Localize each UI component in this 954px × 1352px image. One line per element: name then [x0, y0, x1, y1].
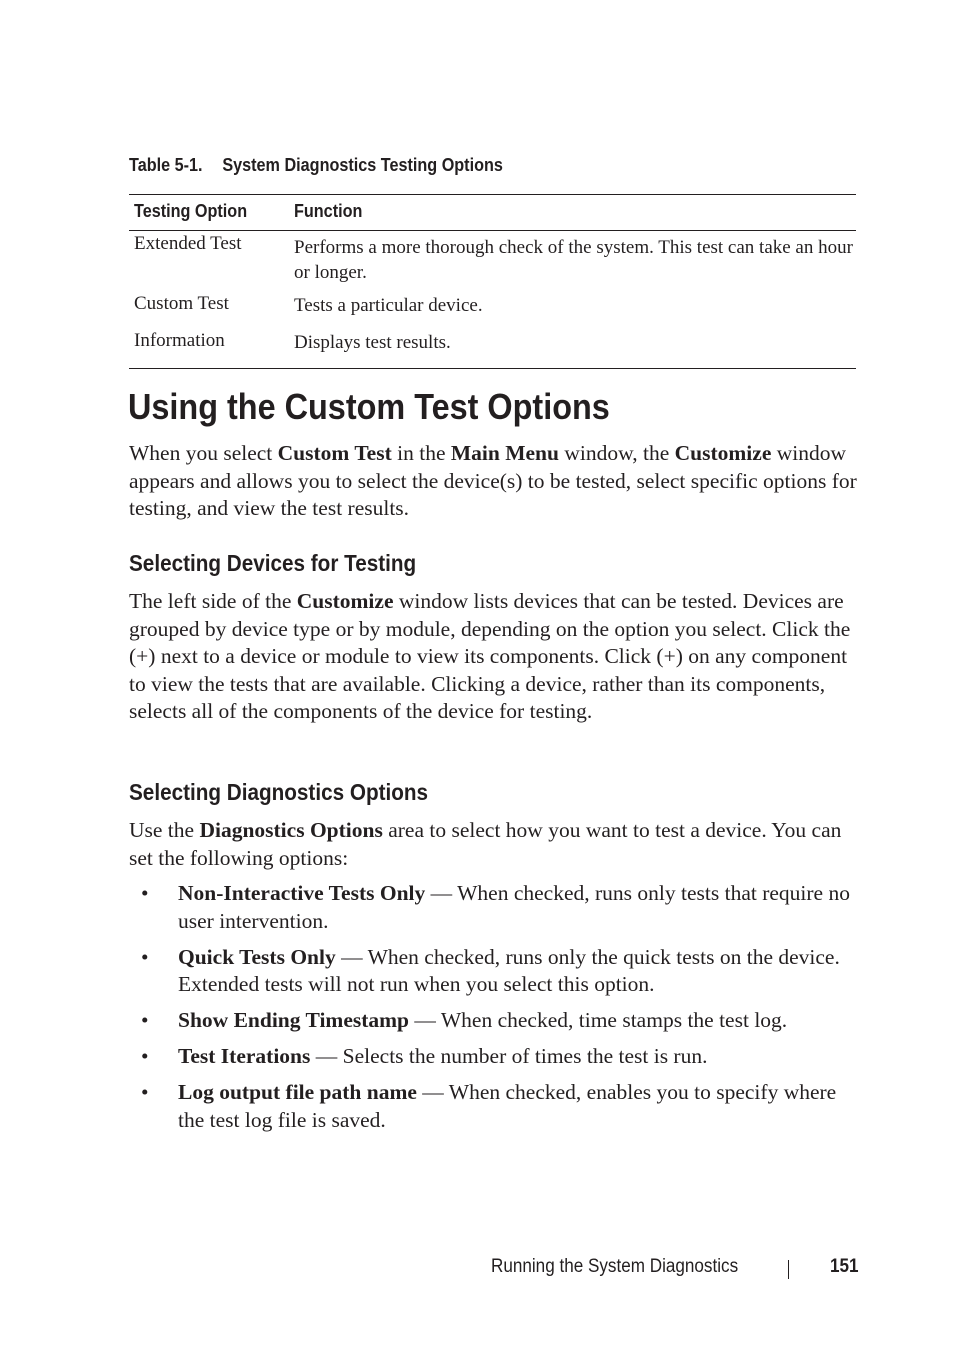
intro-text: window appears and allows you to select the device(s) to be tested, select specific options for testing, and view the test results.	[129, 441, 857, 520]
list-item	[129, 880, 859, 935]
diagnostics-bold-options: Diagnostics Options	[199, 818, 383, 842]
bullet-term: Test Iterations	[178, 1044, 311, 1068]
bullet-term: Quick Tests Only	[178, 944, 336, 969]
bullet-term: Log output file path name	[178, 1080, 417, 1104]
table-row	[129, 231, 856, 292]
footer-divider	[788, 1260, 789, 1279]
bullet-glyph: •	[141, 944, 149, 969]
bullet-desc: — When checked, runs only tests that require no user intervention.	[178, 881, 850, 933]
intro-bold-custom-test: Custom Test	[277, 441, 392, 465]
bullet-glyph: •	[141, 881, 149, 905]
table-caption-title: System Diagnostics Testing Options	[222, 155, 503, 175]
devices-text: window lists devices that can be tested. Devices are grouped by device type or by module, depending on the option you select. Click the (+) next to a device or module to view its components. Click (+) on any component to view the tests that are available. Clicking a device, rather than its components, selects all of the components of the device for testing.	[129, 589, 851, 723]
intro-bold-customize: Customize	[674, 441, 772, 465]
devices-heading: Selecting Devices for Testing	[129, 550, 417, 576]
devices-text: The left side of the	[129, 589, 297, 613]
bullet-glyph: •	[141, 1008, 149, 1032]
intro-text: window, the	[558, 441, 675, 465]
table-caption	[129, 155, 503, 176]
bullet-desc: — Selects the number of times the test is run.	[310, 1044, 708, 1068]
intro-text: When you select	[129, 441, 278, 465]
footer-chapter-title: Running the System Diagnostics	[491, 1256, 739, 1277]
diagnostics-text: area to select how you want to test a device. You can set the following options:	[129, 818, 842, 870]
diagnostics-paragraph	[129, 817, 859, 872]
table-cell-function: Tests a particular device.	[294, 295, 483, 316]
table-caption-label: Table 5-1.	[129, 155, 203, 175]
bullet-desc: — When checked, runs only the quick tests on the device. Extended tests will not run when you select this option.	[178, 944, 840, 996]
diagnostics-text: Use the	[129, 818, 200, 842]
bullet-desc: — When checked, time stamps the test log.	[409, 1008, 788, 1032]
table-header-function: Function	[294, 201, 363, 221]
bullet-term: Show Ending Timestamp	[178, 1008, 410, 1032]
table-cell-option: Extended Test	[134, 233, 242, 254]
intro-paragraph	[129, 440, 859, 523]
table-header-row	[129, 195, 856, 231]
table-cell-function: Performs a more thorough check of the system. This test can take an hour or longer.	[294, 237, 853, 283]
intro-bold-main-menu: Main Menu	[450, 441, 559, 465]
table-cell-function: Displays test results.	[294, 332, 451, 353]
table-cell-option: Information	[134, 330, 225, 351]
page-number: 151	[830, 1256, 859, 1277]
bullet-glyph: •	[141, 1044, 149, 1068]
bullet-desc: — When checked, enables you to specify where the test log file is saved.	[178, 1080, 837, 1132]
diagnostics-options-list	[129, 880, 859, 1143]
list-item	[129, 1007, 859, 1035]
bullet-glyph: •	[141, 1080, 149, 1104]
table-header-option: Testing Option	[134, 201, 248, 221]
list-item	[129, 1043, 859, 1071]
page-footer	[0, 1256, 954, 1282]
table-row	[129, 292, 856, 329]
testing-options-table	[129, 194, 856, 369]
table-row	[129, 329, 856, 368]
list-item	[129, 944, 859, 999]
devices-paragraph	[129, 588, 859, 726]
diagnostics-heading: Selecting Diagnostics Options	[129, 779, 429, 805]
section-title: Using the Custom Test Options	[128, 386, 610, 427]
devices-bold-customize: Customize	[296, 589, 394, 613]
table-cell-option: Custom Test	[134, 293, 229, 314]
bullet-term: Non-Interactive Tests Only	[178, 881, 426, 905]
list-item	[129, 1079, 859, 1134]
intro-text: in the	[391, 441, 451, 465]
